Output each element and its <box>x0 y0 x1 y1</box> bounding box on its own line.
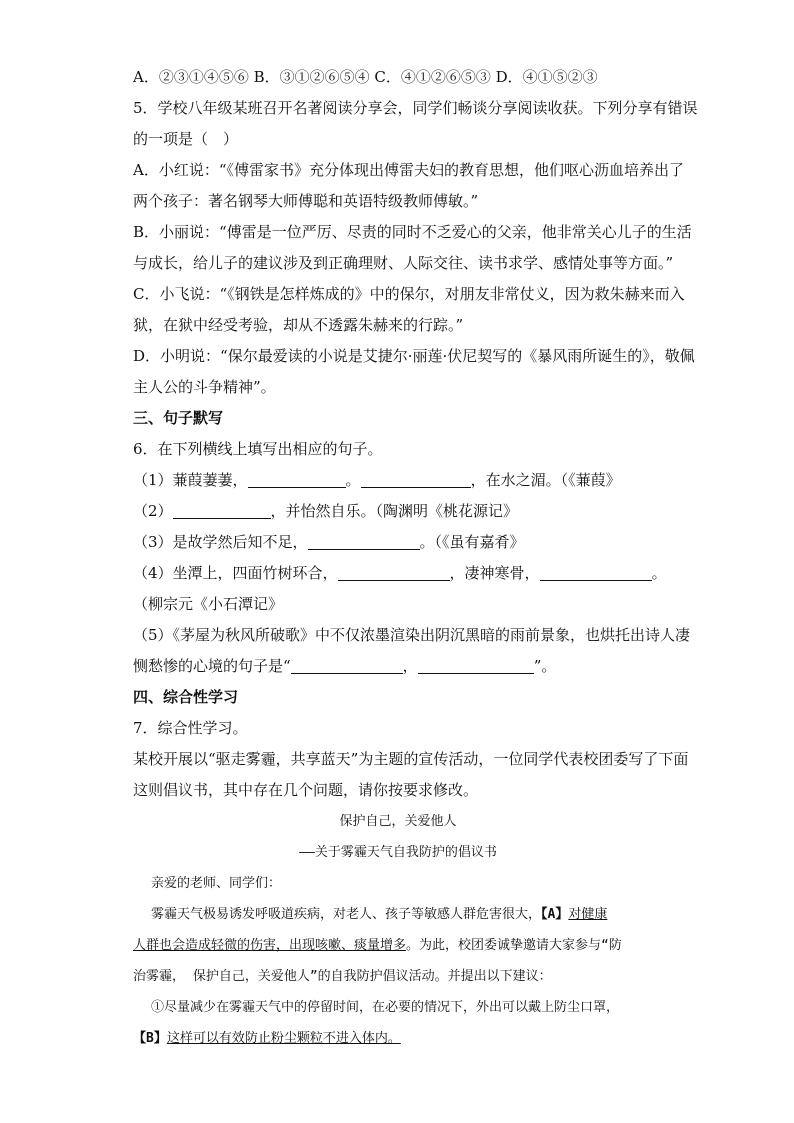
q6-item-5-text-b: ， <box>402 657 418 675</box>
fill-blank[interactable] <box>540 562 652 581</box>
q6-item-2 <box>133 496 663 527</box>
q5-option-b-line2: 与成长，给儿子的建议涉及到正确理财、人际交往、读书求学、感情处事等方面。” <box>133 254 674 272</box>
q6-item-5-line2 <box>133 651 663 682</box>
q6-item-5-line1: （5）《茅屋为秋风所破歌》中不仅浓墨渲染出阴沉黑暗的雨前景象，也烘托出诗人凄 <box>133 626 691 644</box>
underlined-text-a: 对健康 <box>568 907 608 922</box>
letter-para2-line2 <box>133 1023 663 1054</box>
letter-title: 保护自己，关爱他人 <box>339 814 457 829</box>
q6-item-5-text-c: ”。 <box>533 657 557 675</box>
q5-stem-line2: 的一项是（ ） <box>133 130 239 148</box>
section-heading-3: 三、句子默写 <box>133 409 224 427</box>
q5-option-c-line1: C．小飞说：“《钢铁是怎样炼成的》中的保尔，对朋友非常仗义，因为救朱赫来而入 <box>133 285 685 303</box>
q7-stem: 7．综合性学习。 <box>133 719 248 737</box>
q7-intro-line1: 某校开展以“驱走雾霾，共享蓝天”为主题的宣传活动，一位同学代表校团委写了下面 <box>133 750 689 768</box>
q6-item-3-text-b: 。（《虽有嘉肴》 <box>419 533 525 551</box>
q6-item-1-text-a: （1）蒹葭萋萋， <box>133 471 248 489</box>
q5-option-d-line1: D．小明说：“保尔最爱读的小说是艾捷尔·丽莲·伏尼契写的《暴风雨所诞生的》，敬佩 <box>133 347 695 365</box>
section-heading-4: 四、综合性学习 <box>133 688 239 706</box>
marker-b: 【B】 <box>133 1031 167 1046</box>
fill-blank[interactable] <box>173 500 271 519</box>
fill-blank[interactable] <box>308 531 420 550</box>
letter-greeting: 亲爱的老师、同学们： <box>151 876 282 891</box>
exam-page <box>133 62 698 1054</box>
q6-item-3 <box>133 527 663 558</box>
fill-blank[interactable] <box>248 469 346 488</box>
q6-item-2-text-a: （2） <box>133 502 173 520</box>
letter-text: 。为此，校团委诚挚邀请大家参与“防 <box>406 938 622 953</box>
q5-option-d-line2: 主人公的斗争精神”。 <box>133 378 276 396</box>
q6-item-5-text-a: 恻愁惨的心境的句子是“ <box>133 657 291 675</box>
q7-intro-line2: 这则倡议书，其中存在几个问题，请你按要求修改。 <box>133 781 479 799</box>
q6-item-2-text-b: ，并怡然自乐。（陶渊明《桃花源记》 <box>270 502 519 520</box>
q6-item-4-source: （柳宗元《小石潭记》 <box>133 595 284 613</box>
letter-subtitle: ——关于雾霾天气自我防护的倡议书 <box>299 845 497 860</box>
q6-item-4-text-c: 。 <box>651 564 667 582</box>
q6-item-4-text-a: （4）坐潭上，四面竹树环合， <box>133 564 338 582</box>
letter-para1-line1 <box>133 899 663 930</box>
q5-stem-line1: 5．学校八年级某班召开名著阅读分享会，同学们畅谈分享阅读收获。下列分享有错误 <box>133 99 698 117</box>
q6-item-1-text-b: 。 <box>345 471 361 489</box>
q6-stem: 6．在下列横线上填写出相应的句子。 <box>133 440 383 458</box>
letter-para1-line2 <box>133 930 663 961</box>
answer-choices: A．②③①④⑤⑥ B．③①②⑥⑤④ C．④①②⑥⑤③ D．④①⑤②③ <box>133 68 598 86</box>
fill-blank[interactable] <box>418 655 534 674</box>
fill-blank[interactable] <box>361 469 471 488</box>
fill-blank[interactable] <box>338 562 450 581</box>
underlined-text-a: 人群也会造成轻微的伤害，出现咳嗽、痰量增多 <box>133 938 407 953</box>
q6-item-3-text-a: （3）是故学然后知不足， <box>133 533 308 551</box>
fill-blank[interactable] <box>291 655 403 674</box>
q5-option-b-line1: B．小丽说：“傅雷是一位严厉、尽责的同时不乏爱心的父亲，他非常关心儿子的生活 <box>133 223 692 241</box>
letter-para2-line1: ①尽量减少在雾霾天气中的停留时间，在必要的情况下，外出可以戴上防尘口罩， <box>151 1000 620 1015</box>
q5-option-c-line2: 狱，在狱中经受考验，却从不透露朱赫来的行踪。” <box>133 316 464 334</box>
q6-item-1-text-c: ，在水之湄。（《蒹葭》 <box>470 471 621 489</box>
q5-option-a-line1: A．小红说：“《傅雷家书》充分体现出傅雷夫妇的教育思想，他们呕心沥血培养出了 <box>133 161 685 179</box>
q6-item-4 <box>133 558 667 589</box>
q6-item-4-text-b: ，凄神寒骨， <box>449 564 540 582</box>
marker-a: 【A】 <box>541 907 569 922</box>
q6-item-1 <box>133 465 663 496</box>
underlined-text-b: 这样可以有效防止粉尘颗粒不进入体内。 <box>166 1031 401 1046</box>
letter-para1-line3: 治雾霾， 保护自己，关爱他人”的自我防护倡议活动。并提出以下建议： <box>133 969 552 984</box>
letter-text: 雾霾天气极易诱发呼吸道疾病，对老人、孩子等敏感人群危害很大， <box>151 907 542 922</box>
q5-option-a-line2: 两个孩子：著名钢琴大师傅聪和英语特级教师傅敏。” <box>133 192 479 210</box>
